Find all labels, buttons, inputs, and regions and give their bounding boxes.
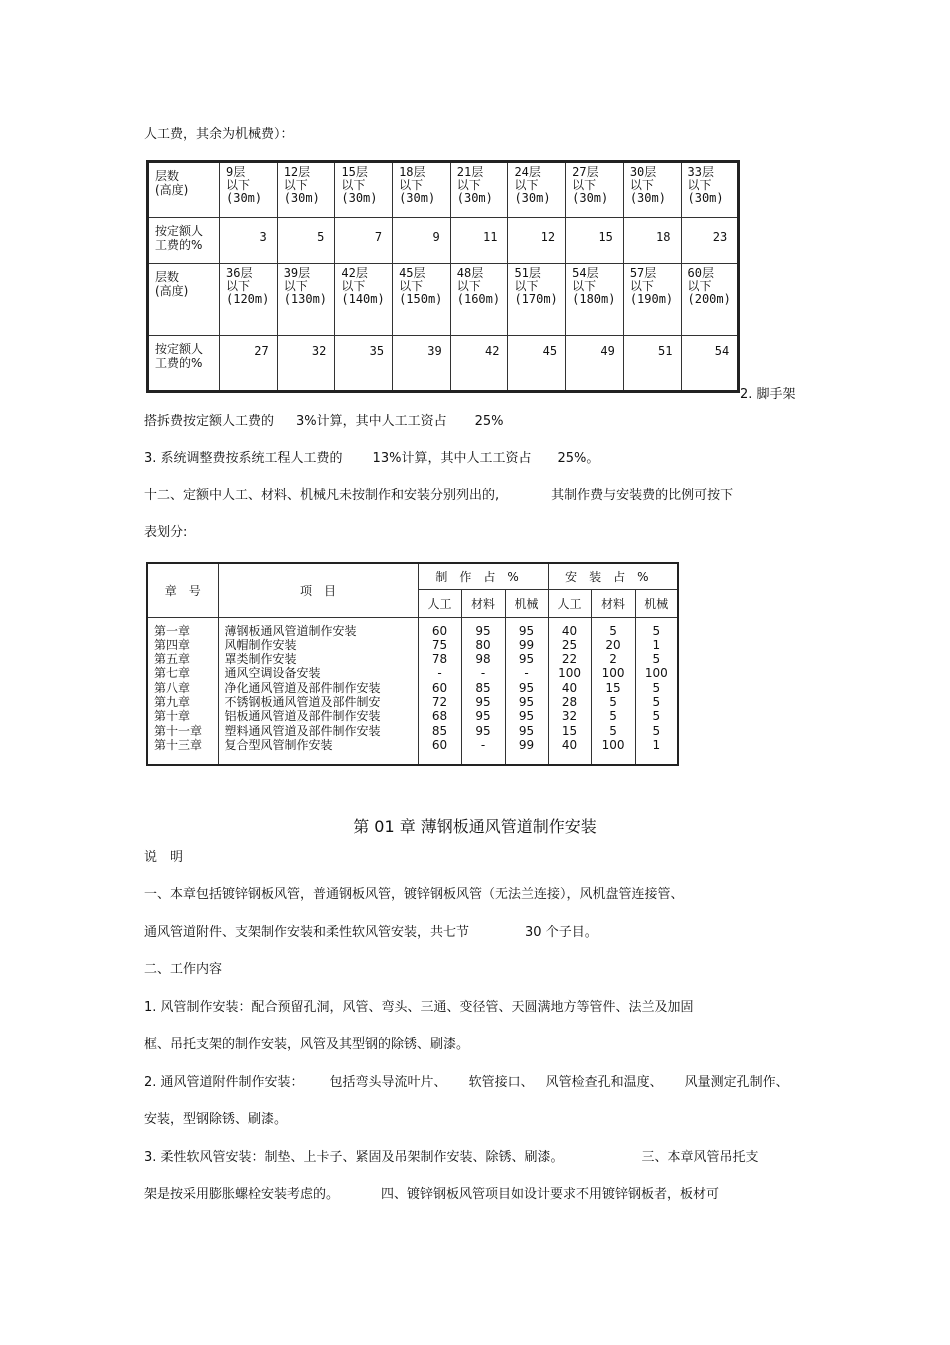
floor-cell: 27层 以下 (30m) [566, 162, 624, 218]
paragraph-system-adjust: 3. 系统调整费按系统工程人工费的 13%计算，其中人工工资占 25%。 [144, 451, 600, 466]
install-material-column: 5 20 2 100 15 5 5 5 100 [591, 617, 635, 765]
section-heading: 说 明 [144, 850, 184, 865]
floor-cell: 12层 以下 (30m) [277, 162, 335, 218]
percent-cell: 11 [450, 218, 508, 264]
percent-cell: 3 [220, 218, 278, 264]
install-machine-column: 5 1 5 100 5 5 5 5 1 [635, 617, 678, 765]
chapter-column: 第一章 第四章 第五章 第七章 第八章 第九章 第十章 第十一章 第十三章 [147, 617, 218, 765]
floor-cell: 24层 以下 (30m) [508, 162, 566, 218]
col-header-chapter: 章 号 [147, 563, 218, 617]
item-column: 薄钢板通风管道制作安装 风帽制作安装 罩类制作安装 通风空调设备安装 净化通风管道及部件制作安装 不锈钢板通风管道及部件制安 铝板通风管道及部件制作安装 塑料通风管道及部件制作安装 复合型风管制作安装 [218, 617, 418, 765]
make-material-column: 95 80 98 - 85 95 95 95 - [461, 617, 505, 765]
table-row [148, 162, 739, 218]
floor-cell: 9层 以下 (30m) [220, 162, 278, 218]
percent-cell: 5 [277, 218, 335, 264]
make-machine-column: 95 99 95 - 95 95 95 95 99 [505, 617, 548, 765]
percent-cell: 18 [623, 218, 681, 264]
floor-cell: 54层 以下 (180m) [566, 264, 624, 336]
paragraph-accessory: 2. 通风管道附件制作安装： 包括弯头导流叶片、 软管接口、 风管检查孔和温度、 风量测定孔制作、 [144, 1075, 789, 1090]
percent-cell: 42 [450, 336, 508, 392]
paragraph-accessory-cont: 安装，型钢除锈、刷漆。 [144, 1112, 288, 1127]
subheader-cell: 人工 [418, 589, 461, 617]
subheader-cell: 机械 [505, 589, 548, 617]
percent-cell: 54 [681, 336, 739, 392]
make-labor-column: 60 75 78 - 60 72 68 85 60 [418, 617, 461, 765]
floor-cell: 45层 以下 (150m) [393, 264, 451, 336]
paragraph-duct-make: 1. 风管制作安装：配合预留孔洞，风管、弯头、三通、变径管、天圆满地方等管件、法兰及加固 [144, 1000, 694, 1015]
table-row [148, 336, 739, 392]
paragraph-twelve: 十二、定额中人工、材料、机械凡未按制作和安装分别列出的, 其制作费与安装费的比例可按下 [144, 488, 734, 503]
subheader-cell: 材料 [591, 589, 635, 617]
subheader-cell: 人工 [548, 589, 591, 617]
paragraph-table-division: 表划分: [144, 525, 188, 540]
percent-cell: 12 [508, 218, 566, 264]
percent-cell: 9 [393, 218, 451, 264]
floor-cell: 36层 以下 (120m) [220, 264, 278, 336]
percent-cell: 27 [220, 336, 278, 392]
floor-cell: 48层 以下 (160m) [450, 264, 508, 336]
table-row [148, 218, 739, 264]
floor-cell: 30层 以下 (30m) [623, 162, 681, 218]
percent-cell: 49 [566, 336, 624, 392]
paragraph-work-content: 二、工作内容 [144, 962, 223, 977]
floor-cell: 57层 以下 (190m) [623, 264, 681, 336]
percent-cell: 32 [277, 336, 335, 392]
paragraph-flex-duct: 3. 柔性软风管安装：制垫、上卡子、紧固及吊架制作安装、除锈、刷漆。 三、本章风管吊托支 [144, 1150, 759, 1165]
percent-cell: 35 [335, 336, 393, 392]
col-header-install-percent: 安装占% [548, 563, 678, 589]
row-header-percent: 按定额人 工费的% [148, 218, 220, 264]
subheader-cell: 机械 [635, 589, 678, 617]
row-header-percent: 按定额人 工费的% [148, 336, 220, 392]
chapter-title: 第 01 章 薄钢板通风管道制作安装 [353, 817, 597, 836]
paragraph-duct-make-cont: 框、吊托支架的制作安装，风管及其型钢的除锈、刷漆。 [144, 1037, 470, 1052]
floor-cell: 51层 以下 (170m) [508, 264, 566, 336]
subheader-cell: 材料 [461, 589, 505, 617]
paragraph-support: 架是按采用膨胀螺栓安装考虑的。 四、镀锌钢板风管项目如设计要求不用镀锌钢板者，板材可 [144, 1187, 720, 1202]
floor-cell: 60层 以下 (200m) [681, 264, 739, 336]
paragraph-scope-cont: 通风管道附件、支架制作安装和柔性软风管安装，共七节 30 个子目。 [144, 925, 598, 940]
floor-cell: 33层 以下 (30m) [681, 162, 739, 218]
paragraph-scope: 一、本章包括镀锌钢板风管，普通钢板风管，镀锌钢板风管（无法兰连接），风机盘管连接管、 [144, 887, 684, 902]
floor-cell: 18层 以下 (30m) [393, 162, 451, 218]
table-body-row [147, 617, 678, 765]
percent-cell: 23 [681, 218, 739, 264]
floor-cell: 21层 以下 (30m) [450, 162, 508, 218]
percent-cell: 7 [335, 218, 393, 264]
floor-height-fee-table [146, 160, 740, 393]
table-row [148, 264, 739, 336]
percent-cell: 45 [508, 336, 566, 392]
paragraph-scaffold: 搭拆费按定额人工费的 3%计算，其中人工工资占 25% [144, 414, 504, 429]
row-header-floors: 层数 (高度) [148, 264, 220, 336]
row-header-floors: 层数 (高度) [148, 162, 220, 218]
intro-line: 人工费，其余为机械费）： [144, 127, 294, 142]
percent-cell: 15 [566, 218, 624, 264]
make-install-ratio-table [146, 562, 679, 766]
floor-cell: 42层 以下 (140m) [335, 264, 393, 336]
percent-cell: 51 [623, 336, 681, 392]
install-labor-column: 40 25 22 100 40 28 32 15 40 [548, 617, 591, 765]
floor-cell: 39层 以下 (130m) [277, 264, 335, 336]
col-header-make-percent: 制作占% [418, 563, 548, 589]
table-header-row [147, 563, 678, 589]
percent-cell: 39 [393, 336, 451, 392]
col-header-item: 项 目 [218, 563, 418, 617]
scaffold-note: 2. 脚手架 [740, 387, 796, 402]
floor-cell: 15层 以下 (30m) [335, 162, 393, 218]
